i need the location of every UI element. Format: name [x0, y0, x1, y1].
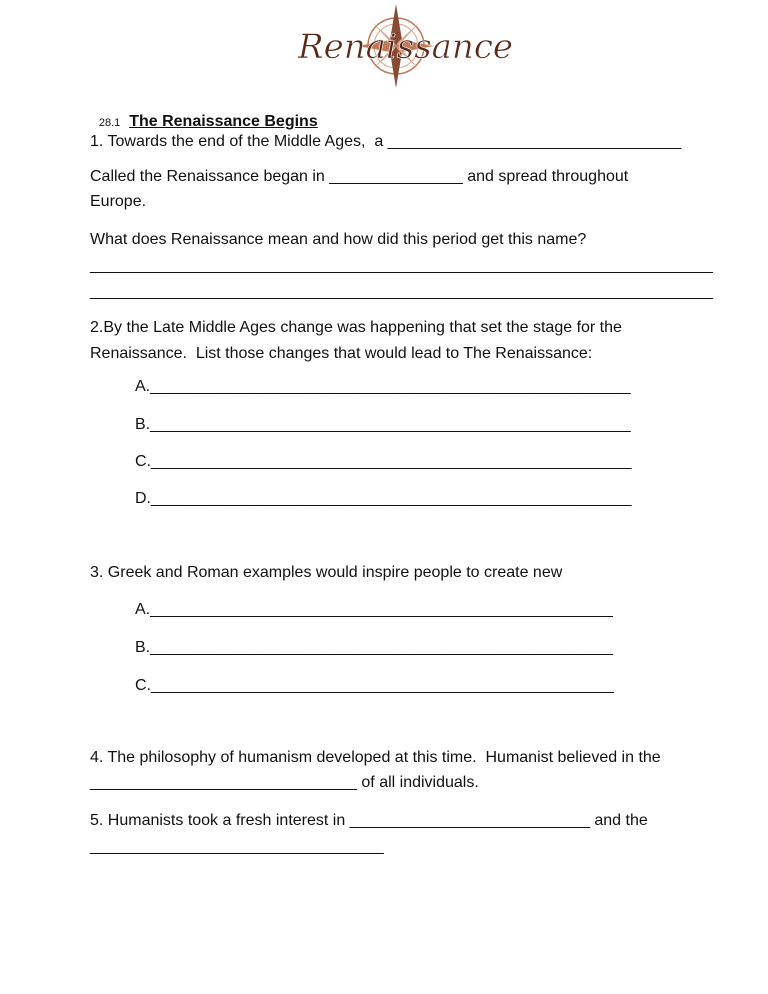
q1-line3: Europe. — [90, 193, 147, 210]
q2-line2: Renaissance. List those changes that would lead to The Renaissance: — [90, 345, 593, 362]
section-heading — [90, 92, 318, 133]
q2-line1: 2.By the Late Middle Ages change was happening that set the stage for the — [90, 319, 622, 336]
q2-item-d: D.______________________________________________________ — [135, 490, 632, 507]
q2-item-a: A.______________________________________________________ — [135, 378, 631, 395]
q4-line1: 4. The philosophy of humanism developed at this time. Humanist believed in the — [90, 749, 661, 766]
q5-line1: 5. Humanists took a fresh interest in ___________________________ and the — [90, 812, 648, 829]
q1-line2: Called the Renaissance began in _______________ and spread throughout — [90, 168, 629, 185]
section-number: 28.1 — [98, 117, 121, 129]
q1-line1: 1. Towards the end of the Middle Ages, a _________________________________ — [90, 133, 682, 150]
q4-line2: ______________________________ of all individuals. — [90, 774, 479, 791]
q3-item-a: A.____________________________________________________ — [135, 601, 613, 618]
q5-line2: _________________________________ — [90, 838, 384, 855]
section-title: The Renaissance Begins — [129, 113, 318, 130]
q2-item-b: B.______________________________________________________ — [135, 416, 631, 433]
renaissance-logo — [296, 2, 513, 86]
q3-line1: 3. Greek and Roman examples would inspire people to create new — [90, 564, 563, 581]
q1-blank1: ______________________________________________________________________ — [90, 257, 713, 274]
q2-item-c: C.______________________________________________________ — [135, 453, 632, 470]
q3-item-c: C.____________________________________________________ — [135, 677, 614, 694]
q1-blank2: ______________________________________________________________________ — [90, 283, 713, 300]
logo-text: Renaissance — [298, 27, 513, 67]
q1-prompt: What does Renaissance mean and how did this period get this name? — [90, 231, 587, 248]
q3-item-b: B.____________________________________________________ — [135, 639, 613, 656]
